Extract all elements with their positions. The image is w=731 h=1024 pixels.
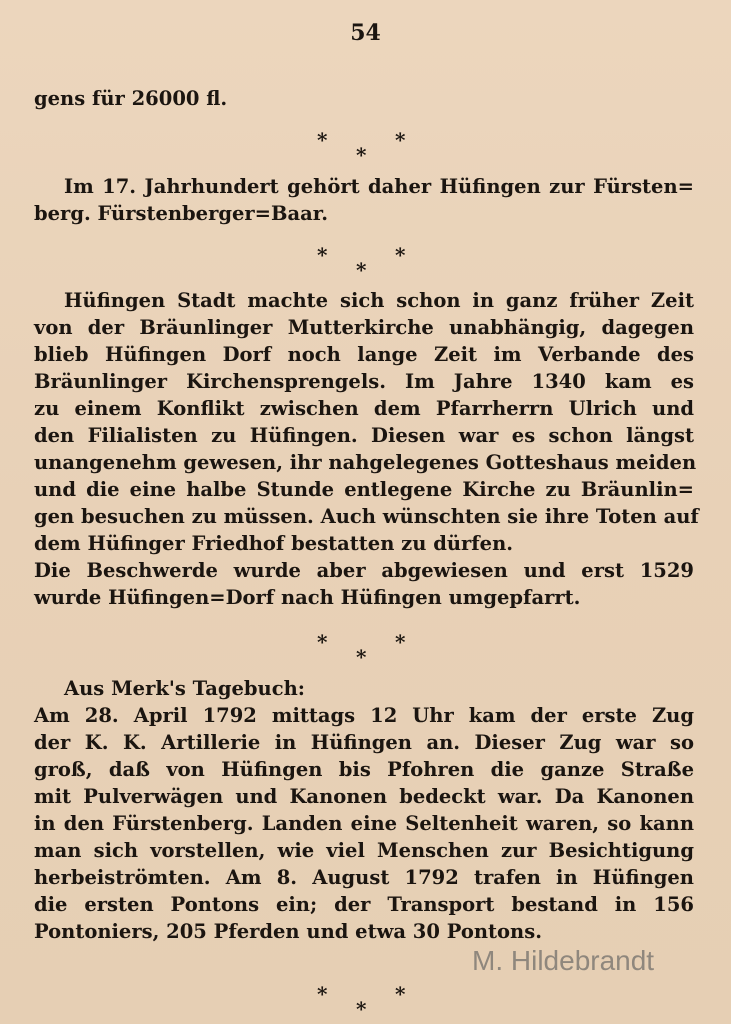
separator-star: *: [356, 143, 367, 167]
text-line: und die eine halbe Stunde entlegene Kirche zu Bräunlin=: [34, 478, 694, 501]
text-line: man sich vorstellen, wie viel Menschen zur Besichtigung: [34, 839, 694, 862]
text-line: berg. Fürstenberger=Baar.: [34, 202, 329, 225]
text-line: von der Bräunlinger Mutterkirche unabhängig, dagegen: [34, 316, 694, 339]
text-line: zu einem Konflikt zwischen dem Pfarrherrn Ulrich und: [34, 397, 694, 420]
text-line: blieb Hüfingen Dorf noch lange Zeit im Verbande des: [34, 343, 694, 366]
text-line: gens für 26000 fl.: [34, 87, 228, 110]
separator-star: *: [395, 982, 406, 1006]
text-line: Bräunlinger Kirchensprengels. Im Jahre 1340 kam es: [34, 370, 694, 393]
watermark: M. Hildebrandt: [472, 945, 655, 976]
separator-star: *: [356, 258, 367, 282]
separator-star: *: [356, 997, 367, 1021]
text-line: der K. K. Artillerie in Hüfingen an. Dieser Zug war so: [34, 731, 694, 754]
text-line: in den Fürstenberg. Landen eine Seltenheit waren, so kann: [34, 812, 694, 835]
text-line: Pontoniers, 205 Pferden und etwa 30 Pontons.: [34, 920, 542, 943]
separator-star: *: [356, 645, 367, 669]
text-line: mit Pulverwägen und Kanonen bedeckt war. Da Kanonen: [34, 785, 694, 808]
text-line: gen besuchen zu müssen. Auch wünschten sie ihre Toten auf: [34, 505, 699, 528]
separator-star: *: [317, 982, 328, 1006]
separator-star: *: [395, 243, 406, 267]
text-line: die ersten Pontons ein; der Transport bestand in 156: [34, 893, 694, 916]
separator-star: *: [395, 630, 406, 654]
page-number: 54: [350, 20, 381, 46]
separator-star: *: [317, 630, 328, 654]
diary-heading: Aus Merk's Tagebuch:: [64, 677, 305, 700]
separator-star: *: [317, 243, 328, 267]
text-line: Hüfingen Stadt machte sich schon in ganz früher Zeit: [64, 289, 694, 312]
text-line: unangenehm gewesen, ihr nahgelegenes Gotteshaus meiden: [34, 451, 697, 474]
text-line: den Filialisten zu Hüfingen. Diesen war es schon längst: [34, 424, 694, 447]
text-line: dem Hüfinger Friedhof bestatten zu dürfen.: [34, 532, 514, 555]
separator-star: *: [317, 128, 328, 152]
text-line: Die Beschwerde wurde aber abgewiesen und erst 1529: [34, 559, 694, 582]
text-line: Am 28. April 1792 mittags 12 Uhr kam der erste Zug: [34, 704, 694, 727]
text-line: Im 17. Jahrhundert gehört daher Hüfingen zur Fürsten=: [64, 175, 694, 198]
text-line: groß, daß von Hüfingen bis Pfohren die ganze Straße: [34, 758, 694, 781]
text-line: wurde Hüfingen=Dorf nach Hüfingen umgepfarrt.: [34, 586, 581, 609]
text-line: herbeiströmten. Am 8. August 1792 trafen in Hüfingen: [34, 866, 694, 889]
separator-star: *: [395, 128, 406, 152]
